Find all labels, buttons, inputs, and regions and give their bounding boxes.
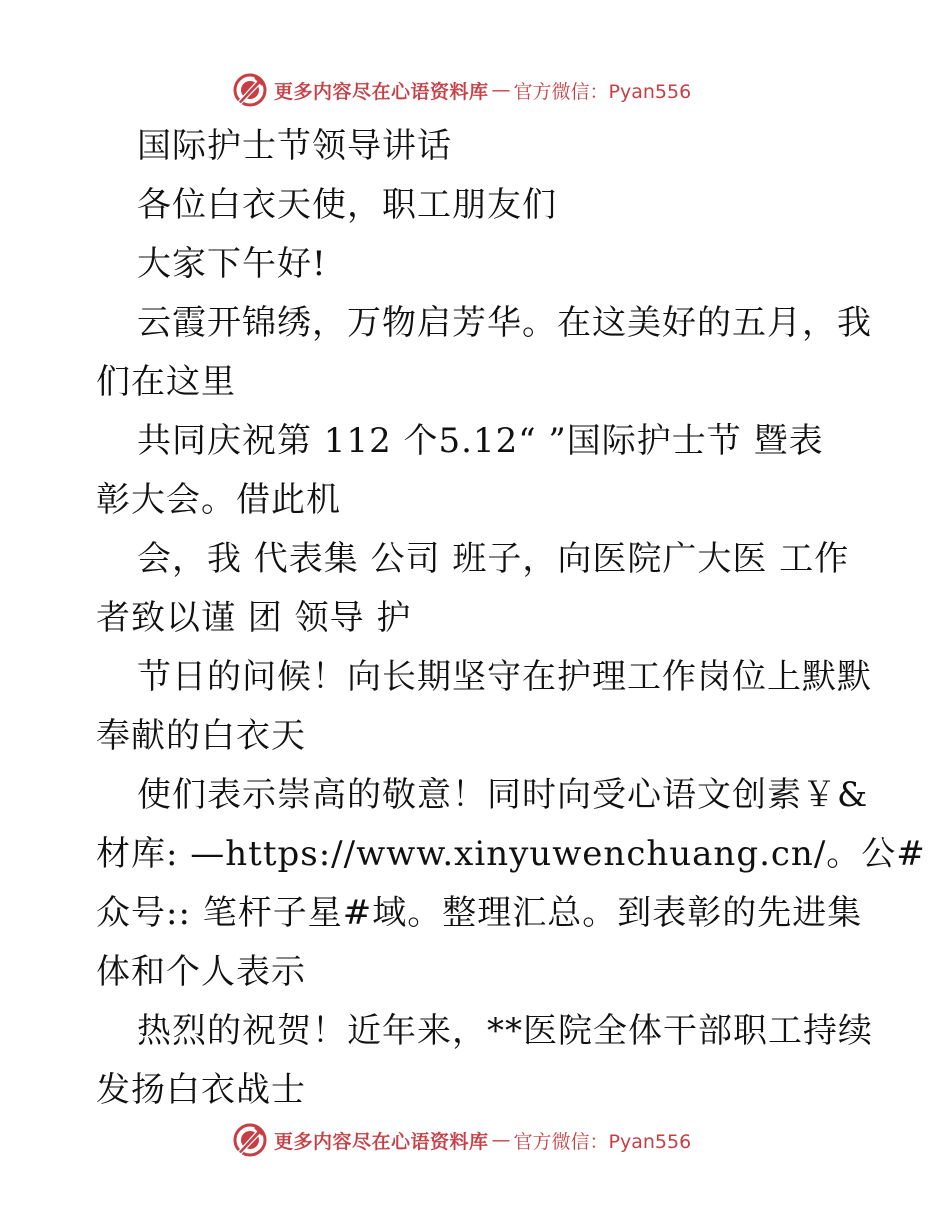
document-line: 国际护士节领导讲话 [137,126,452,166]
document-line: 众号:: 笔杆子星#域。整理汇总。到表彰的先进集 [96,893,863,933]
document-line: 者致以谨 团 领导 护 [96,598,412,638]
header-watermark [232,70,691,110]
watermark-wechat-text: 官方微信：Pyan556 [513,1130,692,1153]
document-line: 大家下午好! [137,244,327,284]
watermark-wechat-text: 官方微信：Pyan556 [513,80,692,103]
document-line: 彰大会。借此机 [96,480,341,520]
watermark-main-text: 更多内容尽在心语资料库 [274,1130,489,1153]
document-line: 节日的问候！向长期坚守在护理工作岗位上默默 [137,657,872,697]
document-line: 材库: —https://www.xinyuwenchuang.cn/。公# [96,834,926,874]
footer-watermark [232,1120,691,1160]
quill-pen-logo-icon [232,1122,268,1158]
watermark-main-text: 更多内容尽在心语资料库 [274,80,489,103]
quill-pen-logo-icon [232,72,268,108]
document-line: 共同庆祝第 112 个5.12“ ”国际护士节 暨表 [137,421,824,461]
document-line: 热烈的祝贺！近年来，**医院全体干部职工持续 [137,1011,873,1051]
document-body [96,117,926,1120]
watermark-separator: — [491,1129,511,1151]
document-line: 各位白衣天使，职工朋友们 [137,185,557,225]
watermark-separator: — [491,79,511,101]
document-line: 体和个人表示 [96,952,306,992]
document-line: 奉献的白衣天 [96,716,306,756]
document-line: 发扬白衣战士 [96,1070,306,1110]
document-line: 云霞开锦绣，万物启芳华。在这美好的五月，我 [137,303,872,343]
document-line: 使们表示崇高的敬意！同时向受心语文创素￥& [137,775,869,815]
document-line: 会，我 代表集 公司 班子，向医院广大医 工作 [137,539,850,579]
document-line: 们在这里 [96,362,236,402]
